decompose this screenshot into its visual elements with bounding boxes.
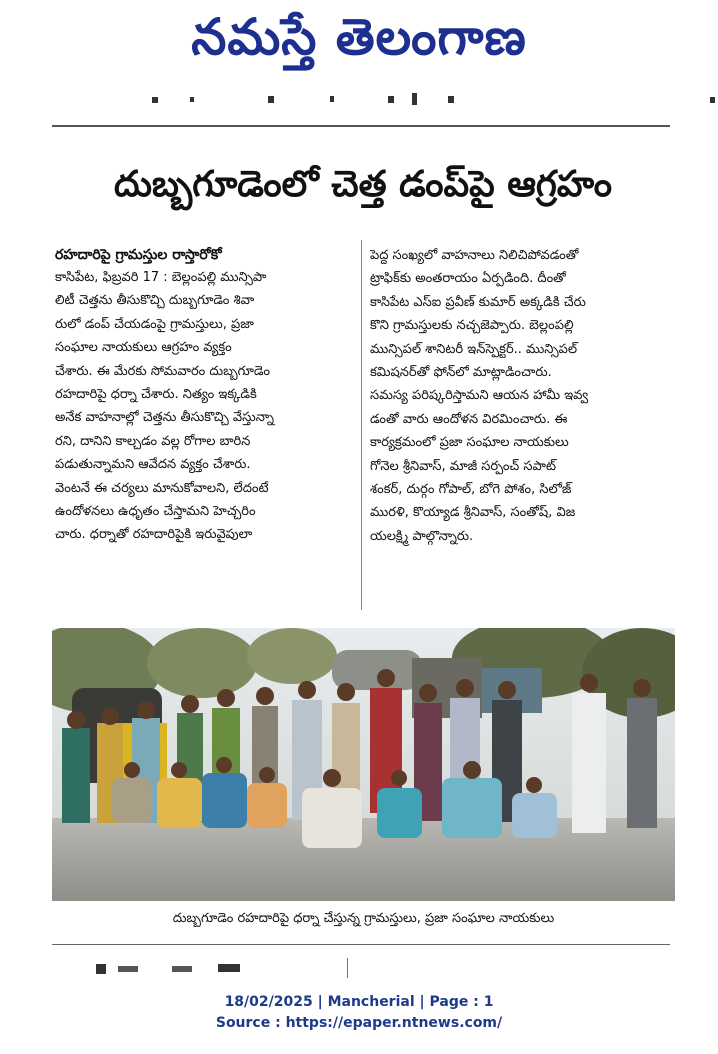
footer-date-edition: 18/02/2025 | Mancherial | Page : 1 [224,994,494,1010]
masthead [0,0,718,80]
text-line: చారు. ధర్నాతో రహదారిపైకి ఇరువైపులా [55,527,253,543]
article-column-right [370,244,674,548]
text-line: అనేక వాహనాల్లో చెత్తను తీసుకొచ్చి వేస్తున్నా [55,410,275,426]
text-line: కార్యక్రమంలో ప్రజా సంఘాల నాయకులు [370,435,569,451]
footer-source: Source : https://epaper.ntnews.com/ [215,1015,503,1031]
article-column-left [55,266,355,547]
text-line: రహదారిపై ధర్నా చేశారు. నిత్యం ఇక్కడికి [55,387,257,403]
text-line: పడుతున్నామని ఆవేదన వ్యక్తం చేశారు. [55,457,251,473]
text-line: ఉందోళనలు ఉధృతం చేస్తామని హెచ్చరిం [55,504,256,520]
text-line: చేశారు. ఈ మేరకు సోమవారం దుబ్బగూడెం [55,363,270,379]
text-line: పెద్ద సంఖ్యలో వాహనాలు నిలిచిపోవడంతో [370,248,579,263]
column-divider [361,240,362,610]
photo-caption: దుబ్బగూడెం రహదారిపై ధర్నా చేస్తున్న గ్రామస్తులు, ప్రజా సంఘాల నాయకులు [172,911,555,926]
article-subheadline: రహదారిపై గ్రామస్తుల రాస్తారోకో [55,247,222,263]
text-line: రని, దానిని కాల్చడం వల్ల రోగాల బారిన [55,433,251,449]
text-line: శంకర్, దుర్గం గోపాల్, బోగె పోశం, సిలోజ్ [370,482,572,498]
text-line: వెంటనే ఈ చర్యలు మానుకోవాలని, లేదంటే [55,480,269,496]
text-line: డంతో వారు ఆందోళన విరమించారు. ఈ [370,411,568,427]
cropped-text-fragment [52,958,670,978]
text-line: కాసిపేట ఎస్ఐ ప్రవీణ్ కుమార్ అక్కడికి చేరు [370,294,586,310]
text-line: సంఘాల నాయకులు ఆగ్రహం వ్యక్తం [55,340,232,356]
text-line: కమిషనర్‌తో ఫోన్‌లో మాట్లాడించారు. [370,365,552,381]
text-line: సమస్య పరిష్కరిస్తామని ఆయన హామీ ఇవ్వ [370,388,589,404]
text-line: మున్సిపల్ శానిటరీ ఇన్‌స్పెక్టర్.. మున్సిపల్ [370,341,578,357]
top-rule [52,125,670,127]
text-line: రులో డంప్ చేయడంపై గ్రామస్తులు, ప్రజా [55,316,254,332]
footer [0,992,718,1034]
newspaper-logo: నమస్తే తెలంగాణ [191,8,527,66]
text-line: లిటీ చెత్తను తీసుకొచ్చి దుబ్బగూడెం శివా [55,293,255,309]
text-line: యలక్ష్మి పాల్గొన్నారు. [370,528,474,544]
bottom-rule [52,944,670,945]
text-line: గోనెల శ్రీనివాస్, మాజీ సర్పంచ్ సపాట్ [370,458,556,474]
text-line: మురళి, కొయ్యాడ శ్రీనివాస్, సంతోష్, విజ [370,505,576,521]
text-line: కాసిపేట, ఫిబ్రవరి 17 : బెల్లంపల్లి మున్సిపా [55,270,267,285]
text-line: కొని గ్రామస్తులకు నచ్చజెప్పారు. బెల్లంపల్లి [370,318,574,334]
text-line: ట్రాఫిక్‌కు అంతరాయం ఏర్పడింది. దీంతో [370,271,566,287]
article-headline: దుబ్బగూడెంలో చెత్త డంప్‌పై ఆగ్రహం [114,164,612,205]
cropped-text-fragment [150,92,718,106]
article-photo [52,628,675,901]
